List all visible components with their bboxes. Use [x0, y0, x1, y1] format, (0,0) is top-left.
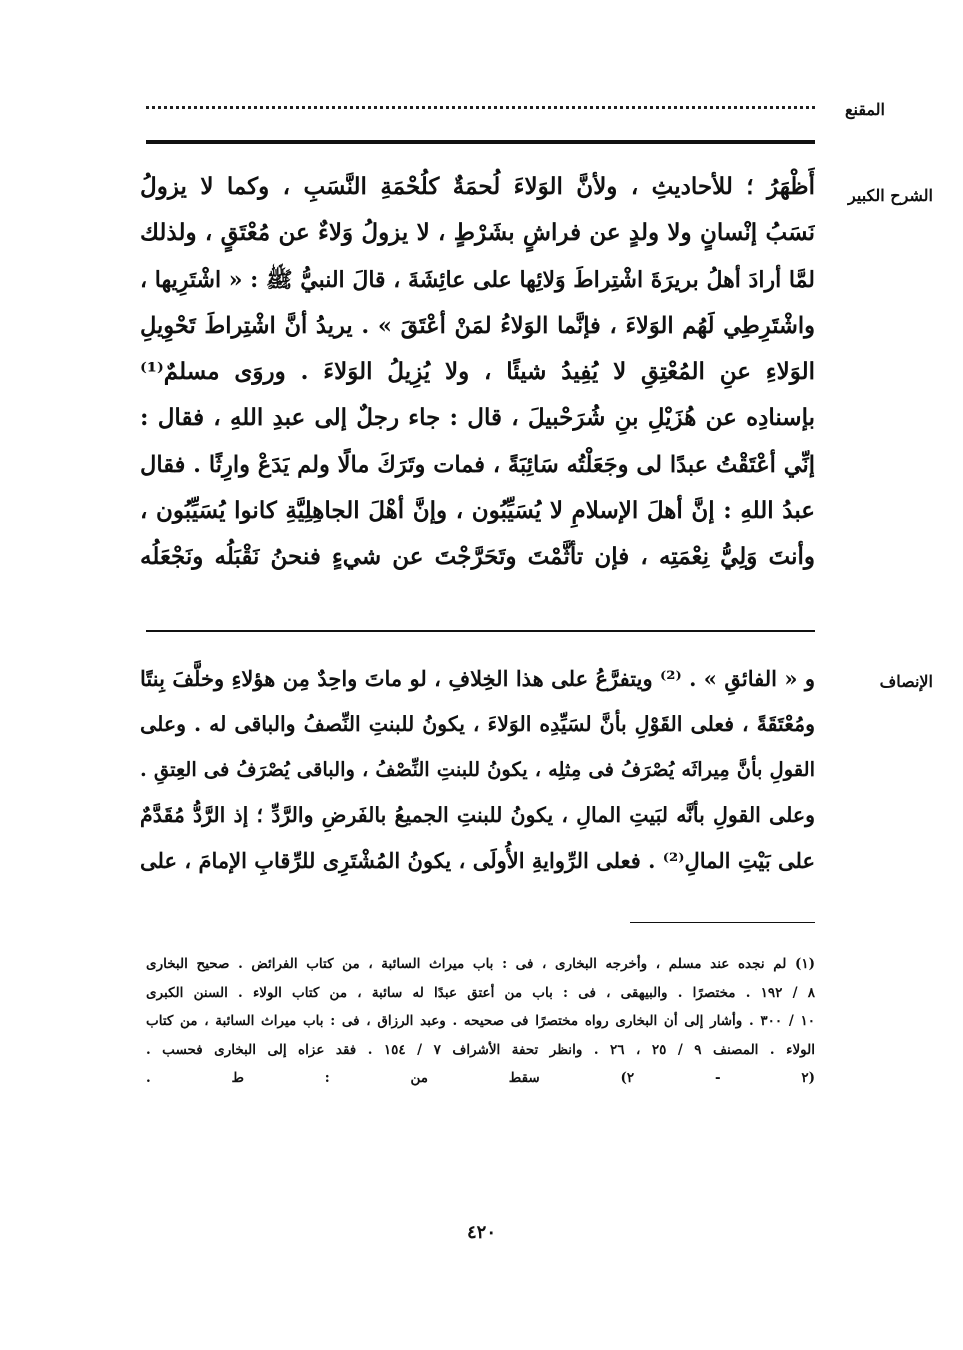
margin-label-sharh: الشرح الكبير — [848, 186, 933, 205]
footnotes-block — [146, 950, 815, 1093]
header-dotted-line — [146, 106, 815, 109]
sharh-line: أَظْهَرُ ؛ للأحاديثِ ، ولأنَّ الوَلاءَ لُحمَةٌ كلُحْمَةِ النَّسَبِ ، وكما لا يزولُ — [140, 173, 815, 200]
insaf-line: القولِ بأنَّ مِيراثَه يُصْرَفُ فى مِثلِه ، يكونُ للبنتِ النِّصْفُ ، والباقى يُصْرَفُ فى العِتقِ . — [140, 758, 815, 781]
insaf-line: ومُعْتَقَةً ، فعلى القَوْلِ بأنَّ لسَيِّدِه الوَلاءَ ، يكونُ للبنتِ النِّصفُ والباقى له . وعلى — [140, 711, 815, 736]
section-divider — [146, 630, 815, 632]
sharh-line: لمَّا أرادَ أهلُ بريرَةَ اشْتِراطَ وَلائِها على عائِشَةَ ، قالَ النبيُّ ﷺ : « اشْتَرِيها ، — [140, 266, 815, 293]
margin-label-insaf: الإنصاف — [879, 672, 933, 691]
page-number: ٤٢٠ — [466, 1222, 496, 1243]
sharh-text-block — [140, 164, 815, 581]
footnote-line: ٨ / ١٩٢ . مختصرًا . والبيهقى ، فى : باب من أعتق عبدًا له سائبة ، من كتاب الولاء . السنن الكبرى — [146, 984, 815, 1001]
footnote-line: الولاء . المصنف ٩ / ٢٥ ، ٢٦ . وانظر تحفة الأشراف ٧ / ١٥٤ . فقد عزاه إلى البخارى فحسب . — [146, 1041, 815, 1058]
footnote-line: (٢ - ٢) سقط من : ط . — [146, 1070, 815, 1086]
insaf-text-block — [140, 656, 815, 884]
sharh-line: إنِّي أعْتَقْتُ عبدًا لى وجَعَلْتُه سَائِبَةً ، فمات وتَرَكَ مالًا ولم يَدَعْ وارِثًا . فقال — [140, 451, 815, 478]
sharh-line: واشْتَرِطِي لَهُم الوَلاءَ ، فإنَّما الوَلاءُ لمَنْ أعْتَقَ » . يريدُ أنَّ اشْتِراطَ تَحْوِيلِ — [140, 312, 815, 339]
insaf-line: و « الفائقِ » . ⁽²⁾ ويتفرَّعُ على هذا الخِلافِ ، لو ماتَ واحِدٌ مِن هؤلاءِ وخلَّفَ بِنتًا — [140, 666, 815, 691]
sharh-line: نَسَبُ إنْسانٍ ولا ولدٍ عن فراشٍ بشَرْطٍ ، لا يزولُ وَلاءٌ عن مُعْتَقٍ ، ولذلك — [140, 219, 815, 247]
sharh-line: الوَلاءِ عنِ المُعْتِقِ لا يُفِيدُ شيئًا ، ولا يُزِيلُ الوَلاءَ . وروَى مسلمٌ⁽¹⁾ — [140, 358, 815, 386]
footnote-line: (١) لم نجده عند مسلم ، وأخرجه البخارى ، فى : باب ميراث السائبة ، من كتاب الفرائض . صحيح البخارى — [146, 956, 815, 972]
footnote-line: ١٠ / ٣٠٠ . وأشار إلى أن البخارى رواه مختصرًا فى صحيحه . وعبد الرزاق ، فى : باب ميراث السائبة ، من كتاب — [146, 1013, 815, 1029]
running-head-title: المقنع — [844, 100, 885, 119]
header-rule — [146, 140, 815, 144]
insaf-line: على بَيْتِ المالِ⁽²⁾ . فعلى الرِّوايةِ الأُولَى ، يكونُ المُشْتَرِى للرِّقابِ الإمامَ ، على — [140, 848, 815, 873]
footnote-separator — [630, 922, 815, 923]
sharh-line: وأنتَ وَلِيُّ نِعْمَتِه ، فإن تأثَّمْتَ وتَحَرَّجْتَ عن شيءٍ فنحنُ نَقْبَلُه ونَجْعَلُه — [140, 543, 815, 571]
insaf-line: وعلى القولِ بأنَّه لبَيتِ المالِ ، يكونُ للبنتِ الجميعُ بالفَرضِ والرَّدِّ ؛ إذ الرَّدُّ مُقَدَّمٌ — [140, 802, 815, 827]
sharh-line: بإسنادِه عن هُزَيْلِ بنِ شُرَحْبيلَ ، قال : جاء رجلٌ إلى عبدِ اللهِ ، فقال : — [140, 404, 815, 432]
sharh-line: عبدُ اللهِ : إنَّ أهلَ الإسلامِ لا يُسَيِّبُون ، وإنَّ أهْلَ الجاهِلِيَّةِ كانوا يُسَيِّبُون ، — [140, 497, 815, 525]
